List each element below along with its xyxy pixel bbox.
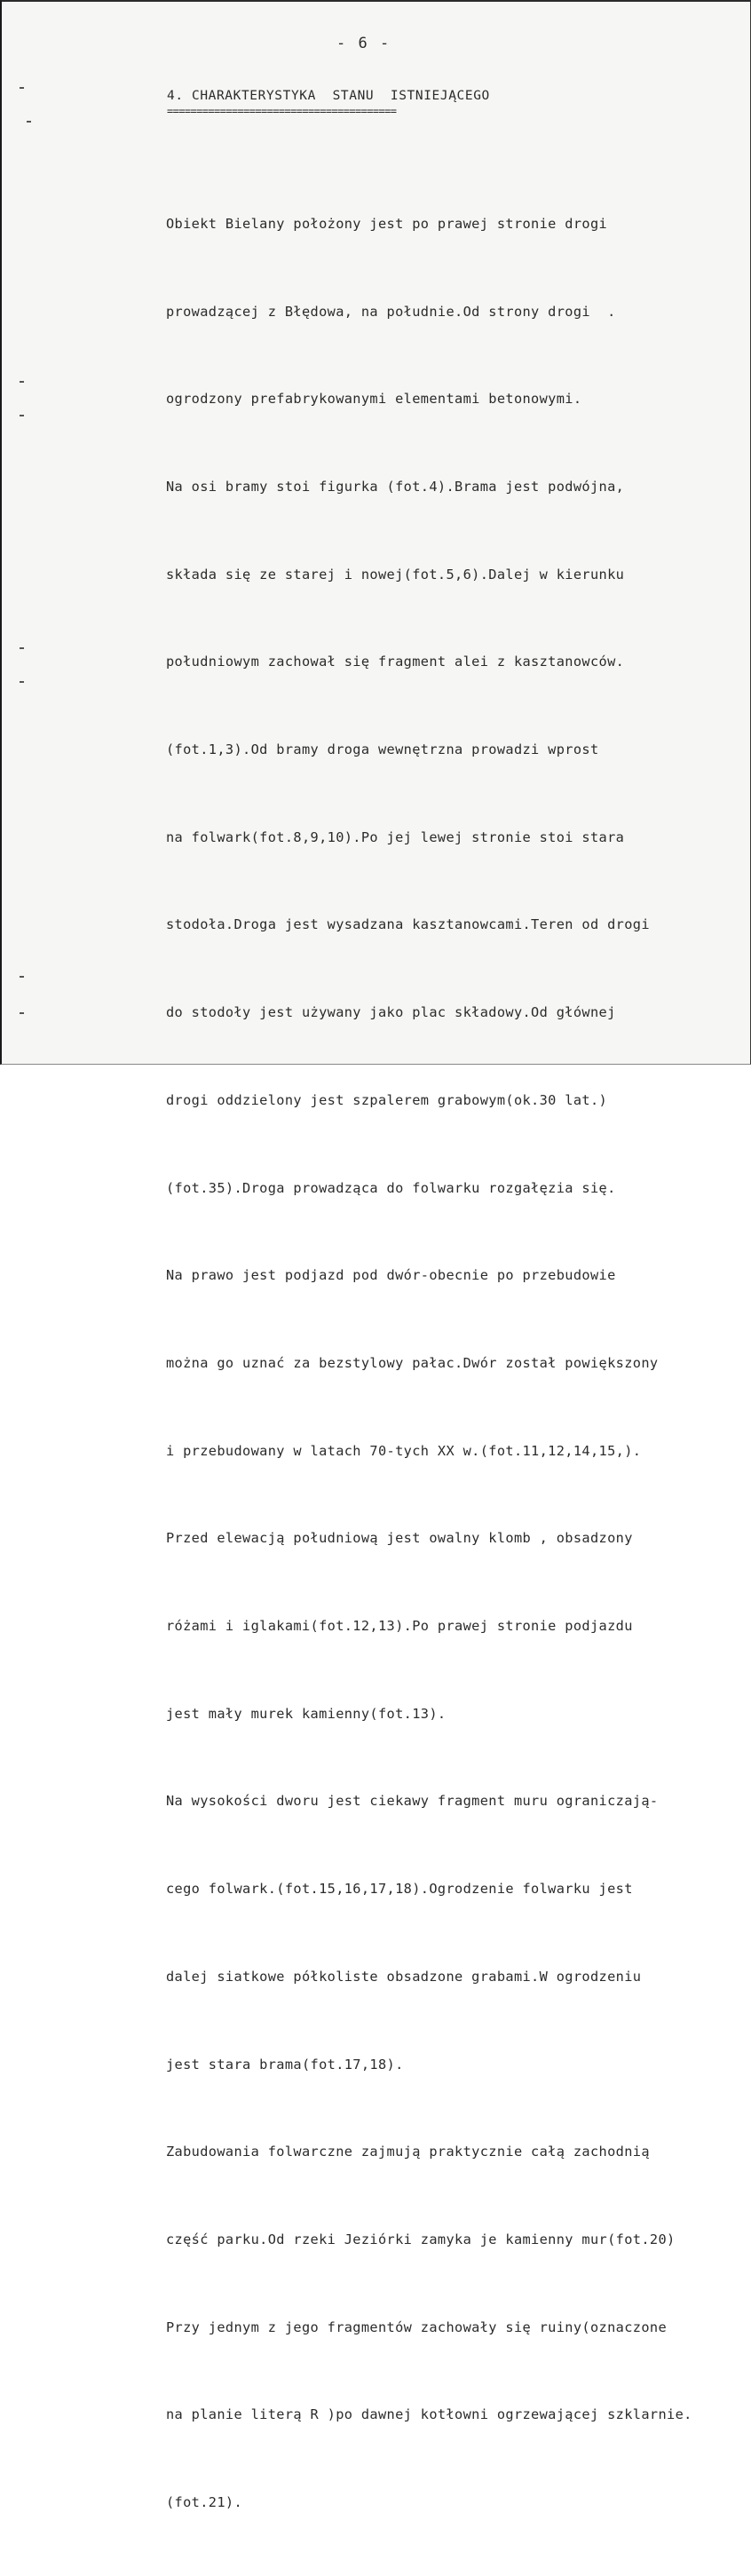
text-line: południowym zachował się fragment alei z kasztanowców.	[166, 654, 625, 670]
section-heading: 4. CHARAKTERYSTYKA STANU ISTNIEJĄCEGO	[167, 89, 490, 103]
text-line: Zabudowania folwarczne zajmują praktycznie całą zachodnią	[166, 2144, 650, 2160]
text-line: Obiekt Bielany położony jest po prawej stronie drogi	[166, 215, 608, 232]
text-line: (fot.21).	[166, 2494, 243, 2511]
text-line: i przebudowany w latach 70-tych XX w.(fot.11,12,14,15,).	[166, 1442, 642, 1459]
body-text	[166, 151, 734, 2576]
text-line: (fot.1,3).Od bramy droga wewnętrzna prowadzi wprost	[166, 741, 599, 758]
scan-mark	[20, 976, 24, 978]
scan-mark	[20, 87, 24, 89]
text-line: jest mały murek kamienny(fot.13).	[166, 1705, 447, 1722]
text-line: jest stara brama(fot.17,18).	[166, 2056, 404, 2073]
scan-mark	[27, 121, 31, 123]
text-line: różami i iglakami(fot.12,13).Po prawej stronie podjazdu	[166, 1618, 633, 1635]
text-line: składa się ze starej i nowej(fot.5,6).Dalej w kierunku	[166, 566, 625, 583]
text-line: Na wysokości dworu jest ciekawy fragment muru ograniczają-	[166, 1793, 659, 1810]
heading-underline: =======================================	[167, 105, 397, 117]
text-line: Na osi bramy stoi figurka (fot.4).Brama jest podwójna,	[166, 478, 625, 495]
scan-mark	[20, 381, 24, 383]
text-line: drogi oddzielony jest szpalerem grabowym(ok.30 lat.)	[166, 1091, 608, 1108]
text-line: na folwark(fot.8,9,10).Po jej lewej stronie stoi stara	[166, 828, 625, 845]
text-line: można go uznać za bezstylowy pałac.Dwór został powiększony	[166, 1354, 659, 1371]
text-line: cego folwark.(fot.15,16,17,18).Ogrodzenie folwarku jest	[166, 1881, 633, 1898]
text-line: ogrodzony prefabrykowanymi elementami betonowymi.	[166, 391, 582, 408]
page-number: - 6 -	[336, 35, 391, 52]
scan-mark	[20, 1012, 24, 1014]
scan-mark	[20, 681, 24, 683]
scan-mark	[20, 647, 24, 649]
text-line: dalej siatkowe półkoliste obsadzone grabami.W ogrodzeniu	[166, 1968, 642, 1985]
text-line: stodoła.Droga jest wysadzana kasztanowcami.Teren od drogi	[166, 916, 650, 933]
text-line: prowadzącej z Błędowa, na południe.Od strony drogi .	[166, 303, 616, 320]
text-line: Przed elewacją południową jest owalny klomb , obsadzony	[166, 1530, 633, 1547]
text-line: Przy jednym z jego fragmentów zachowały się ruiny(oznaczone	[166, 2318, 668, 2335]
text-line: Na prawo jest podjazd pod dwór-obecnie po przebudowie	[166, 1267, 616, 1284]
text-line: na planie literą R )po dawnej kotłowni ogrzewającej szklarnie.	[166, 2406, 692, 2423]
scan-mark	[20, 415, 24, 416]
text-line: część parku.Od rzeki Jeziórki zamyka je kamienny mur(fot.20)	[166, 2231, 676, 2247]
text-line: do stodoły jest używany jako plac składowy.Od głównej	[166, 1004, 616, 1021]
text-line: (fot.35).Droga prowadząca do folwarku rozgałęzia się.	[166, 1179, 616, 1196]
